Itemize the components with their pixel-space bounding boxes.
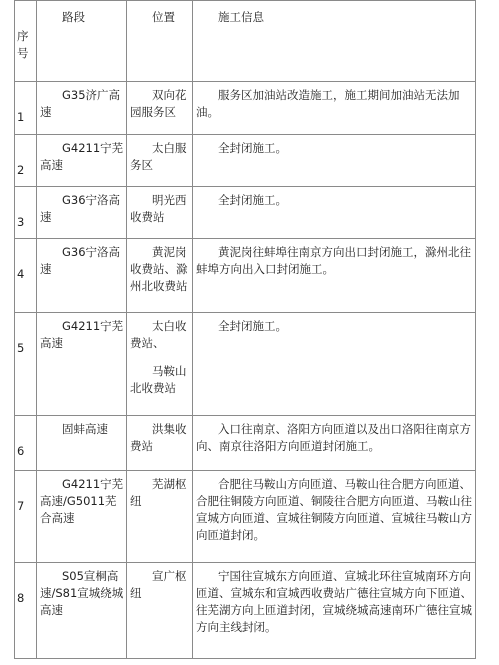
- location-name: 芜湖枢纽: [130, 477, 187, 508]
- row-number: 2: [17, 163, 25, 177]
- table-row: [15, 563, 476, 659]
- road-cell: [37, 416, 127, 470]
- road-name: G4211宁芜高速: [40, 319, 124, 350]
- location-name: 双向花园服务区: [130, 88, 187, 119]
- location-name-secondary: 马鞍山北收费站: [130, 364, 187, 395]
- row-number: 1: [17, 110, 25, 124]
- location-name: 太白收费站、: [130, 319, 187, 350]
- header-no-label: 序号: [17, 29, 29, 60]
- construction-info: 全封闭施工。: [218, 193, 287, 207]
- header-location-label: 位置: [152, 10, 175, 24]
- row-number: 8: [17, 591, 25, 605]
- row-number-cell: [15, 187, 37, 238]
- header-cell-road: [37, 1, 127, 81]
- row-number-cell: [15, 135, 37, 186]
- info-cell: [193, 416, 476, 470]
- row-number-cell: [15, 416, 37, 470]
- info-cell: [193, 471, 476, 562]
- row-number-cell: [15, 471, 37, 562]
- road-cell: [37, 313, 127, 415]
- location-cell: [127, 82, 193, 134]
- road-cell: [37, 82, 127, 134]
- construction-info: 黄泥岗往蚌埠往南京方向出口封闭施工，滁州北往蚌埠方向出入口封闭施工。: [196, 245, 471, 276]
- location-name: 太白服务区: [130, 141, 187, 172]
- location-cell: [127, 187, 193, 238]
- construction-info: 全封闭施工。: [218, 319, 287, 333]
- row-number: 5: [17, 341, 25, 355]
- table-row: [15, 416, 476, 471]
- location-cell: [127, 563, 193, 658]
- road-name: G4211宁芜高速: [40, 141, 124, 172]
- header-cell-location: [127, 1, 193, 81]
- construction-info-table: [14, 0, 476, 659]
- location-cell: [127, 313, 193, 415]
- road-name: G36宁洛高速: [40, 193, 121, 224]
- table-row: [15, 471, 476, 563]
- header-cell-no: [15, 1, 37, 81]
- row-number: 4: [17, 267, 25, 281]
- location-name: 黄泥岗收费站、滁州北收费站: [130, 245, 188, 293]
- construction-info: 合肥往马鞍山方向匝道、马鞍山往合肥方向匝道、合肥往铜陵方向匝道、铜陵往合肥方向匝道、马鞍山往宣城方向匝道、宣城往铜陵方向匝道、宣城往马鞍山方向匝道封闭。: [196, 477, 472, 542]
- location-name: 宣广枢纽: [130, 569, 187, 600]
- road-cell: [37, 135, 127, 186]
- row-number-cell: [15, 313, 37, 415]
- location-cell: [127, 471, 193, 562]
- info-cell: [193, 82, 476, 134]
- construction-info: 入口往南京、洛阳方向匝道以及出口洛阳往南京方向、南京往洛阳方向匝道封闭施工。: [196, 422, 471, 453]
- table-row: [15, 135, 476, 187]
- location-cell: [127, 239, 193, 312]
- road-name: S05宣桐高速/S81宣城绕城高速: [40, 569, 124, 617]
- info-cell: [193, 239, 476, 312]
- header-info-label: 施工信息: [218, 10, 264, 24]
- info-cell: [193, 135, 476, 186]
- table-row: [15, 239, 476, 313]
- construction-info: 宁国往宣城东方向匝道、宣城北环往宣城南环方向匝道、宣城东和宣城西收费站广德往宣城方向下匝道、往芜湖方向上匝道封闭，宣城绕城高速南环广德往宣城方向主线封闭。: [196, 569, 472, 634]
- info-cell: [193, 187, 476, 238]
- road-name: G35济广高速: [40, 88, 121, 119]
- table-header-row: [15, 1, 476, 82]
- road-cell: [37, 471, 127, 562]
- info-cell: [193, 563, 476, 658]
- road-name: G4211宁芜高速/G5011芜合高速: [40, 477, 124, 525]
- road-cell: [37, 187, 127, 238]
- road-cell: [37, 563, 127, 658]
- table-row: [15, 313, 476, 416]
- construction-info: 服务区加油站改造施工，施工期间加油站无法加油。: [196, 88, 460, 119]
- location-cell: [127, 416, 193, 470]
- row-number-cell: [15, 239, 37, 312]
- row-number: 6: [17, 444, 25, 458]
- info-cell: [193, 313, 476, 415]
- row-number: 3: [17, 215, 25, 229]
- location-cell: [127, 135, 193, 186]
- table-row: [15, 82, 476, 135]
- location-name: 洪集收费站: [130, 422, 187, 453]
- road-name: 固蚌高速: [62, 422, 108, 436]
- table-row: [15, 187, 476, 239]
- road-cell: [37, 239, 127, 312]
- road-name: G36宁洛高速: [40, 245, 121, 276]
- header-cell-info: [193, 1, 476, 81]
- header-road-label: 路段: [62, 10, 85, 24]
- row-number: 7: [17, 499, 25, 513]
- construction-info: 全封闭施工。: [218, 141, 287, 155]
- location-name: 明光西收费站: [130, 193, 187, 224]
- row-number-cell: [15, 82, 37, 134]
- row-number-cell: [15, 563, 37, 658]
